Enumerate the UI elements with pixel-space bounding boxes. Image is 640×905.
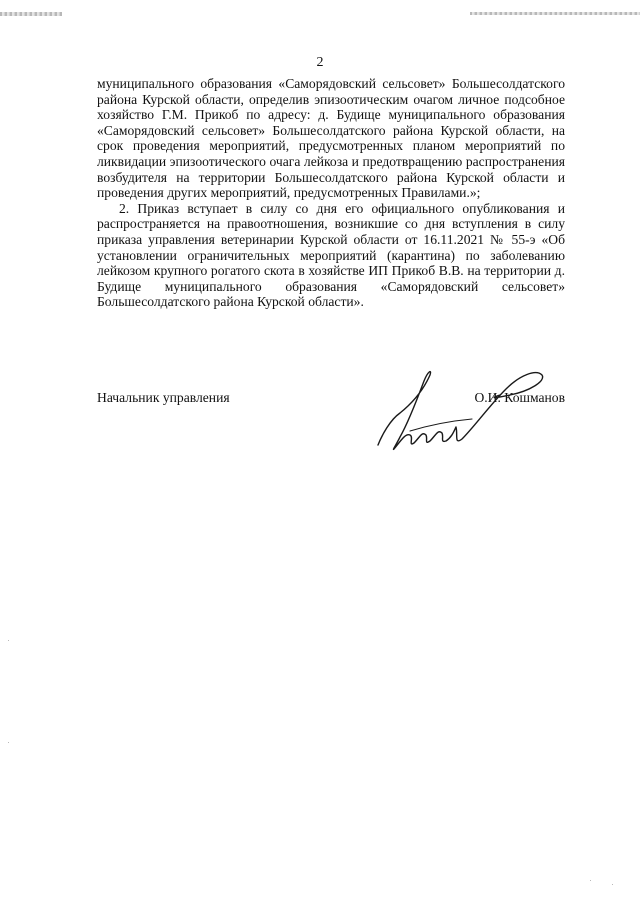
scan-speck xyxy=(612,884,613,885)
paragraph-continuation: муниципального образования «Саморядовский сельсовет» Большесолдатского района Курской области, определив эпизоотическим очагом личное подсобное хозяйство Г.М. Прикоб по адресу: д. Будище муниципального образования «Саморядовский сельсовет» Большесолдатского района Курской области, на срок проведения мероприятий, предусмотренных планом мероприятий по ликвидации эпизоотического очага лейкоза и предотвращению распространения возбудителя на территории Большесолдатского района Курской области и проведения других мероприятий, предусмотренных Правилами.»; xyxy=(97,76,565,201)
handwritten-signature xyxy=(370,365,550,460)
signer-name: О.И. Кошманов xyxy=(474,390,565,405)
signature-underline xyxy=(410,419,472,431)
signer-title: Начальник управления xyxy=(97,390,230,405)
signature-stroke xyxy=(378,372,543,450)
page-number: 2 xyxy=(316,55,324,70)
scan-artifact-top-left xyxy=(0,12,62,16)
scan-speck xyxy=(590,880,591,881)
paragraph-item-2: 2. Приказ вступает в силу со дня его официального опубликования и распространяется на правоотношения, возникшие со дня вступления в силу приказа управления ветеринарии Курской области от 16.11.2021 № 55-э «Об установлении ограничительных мероприятий (карантина) по заболеванию лейкозом крупного рогатого скота в хозяйстве ИП Прикоб В.В. на территории д. Будище муниципального образования «Саморядовский сельсовет» Большесолдатского района Курской области». xyxy=(97,200,565,310)
scan-speck xyxy=(8,640,9,641)
scan-speck xyxy=(8,742,9,743)
document-body xyxy=(97,76,565,310)
scan-artifact-top-right xyxy=(470,12,640,15)
